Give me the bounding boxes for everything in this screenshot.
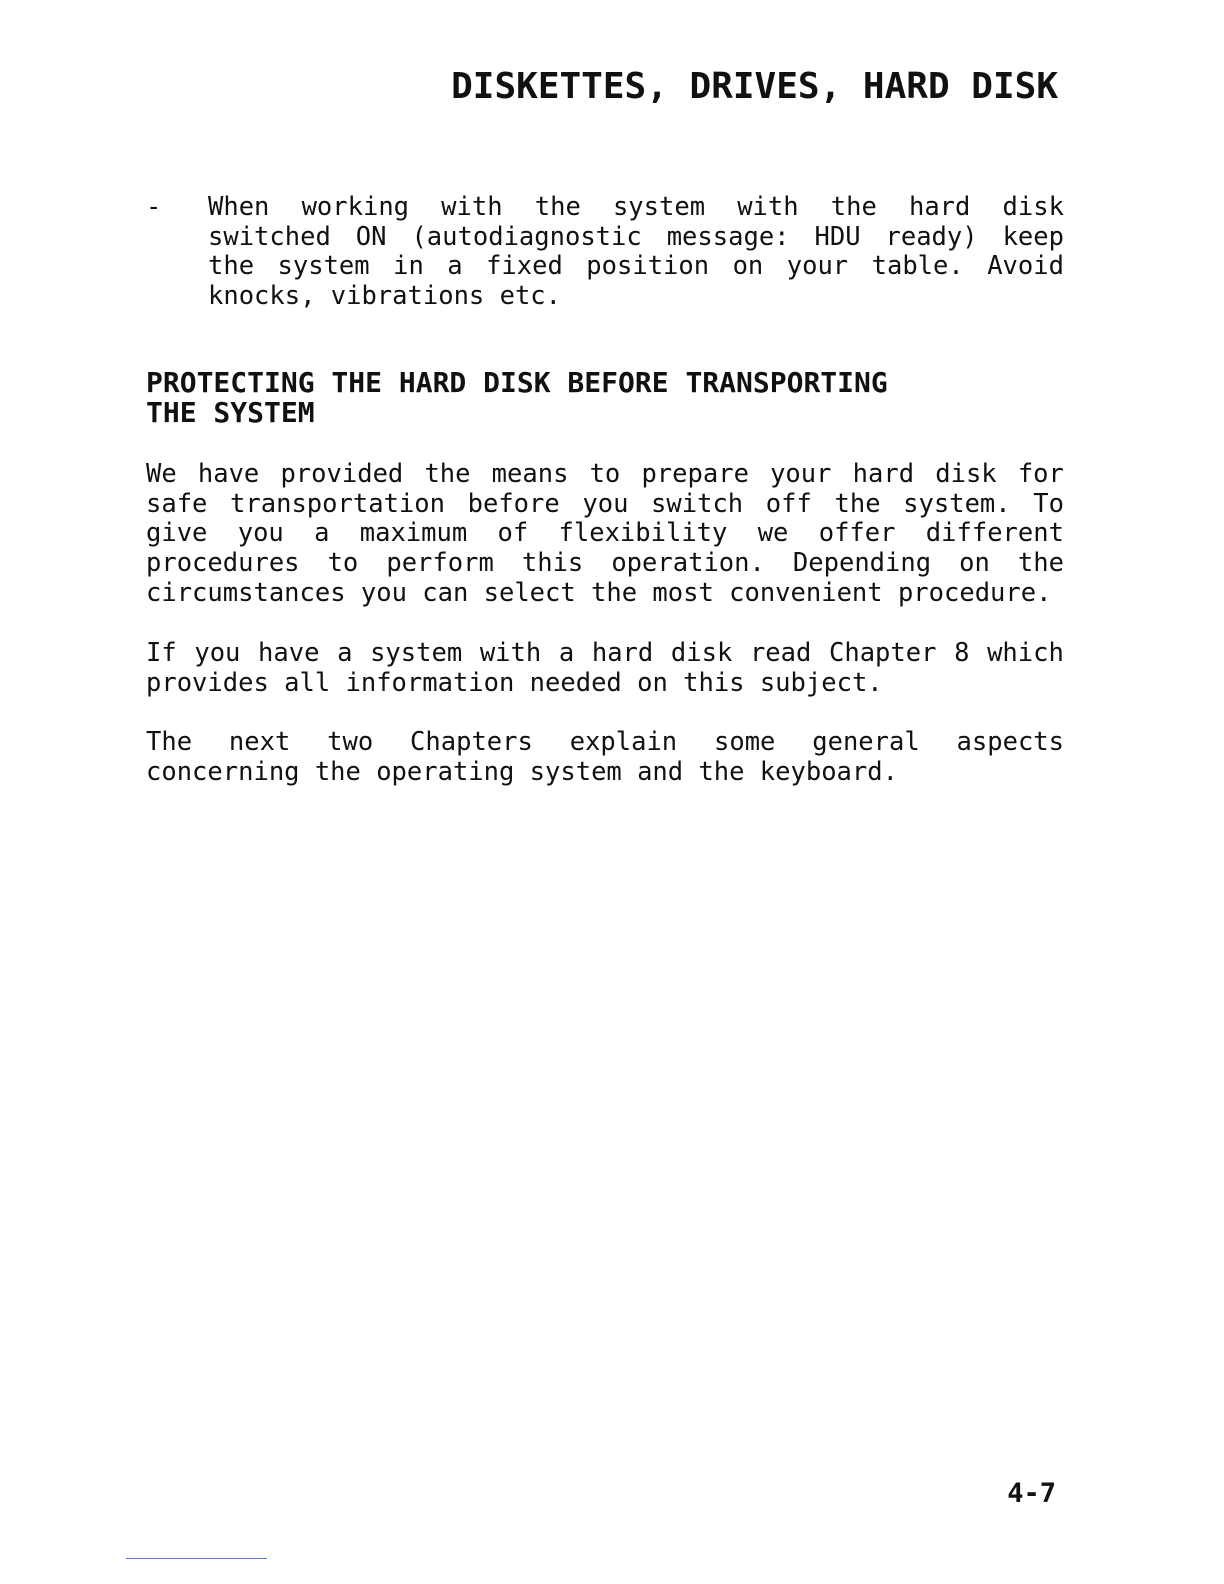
word: Avoid bbox=[987, 251, 1064, 282]
word: this bbox=[683, 667, 745, 698]
paragraph-hard-disk bbox=[146, 639, 1064, 698]
word: select bbox=[483, 577, 576, 608]
word: The bbox=[146, 727, 193, 757]
word: table. bbox=[871, 251, 964, 282]
word: provided bbox=[280, 459, 404, 489]
paragraph-next-chapters bbox=[146, 728, 1064, 787]
paragraph-transport bbox=[146, 460, 1064, 609]
word: the bbox=[698, 756, 745, 787]
word: keyboard. bbox=[759, 756, 898, 787]
word: your bbox=[786, 251, 849, 282]
word: on bbox=[637, 667, 668, 698]
word: convenient bbox=[729, 577, 883, 608]
word: fixed bbox=[486, 251, 563, 282]
word: information bbox=[345, 667, 515, 698]
word: can bbox=[422, 577, 469, 608]
word: the bbox=[591, 577, 638, 608]
word: flexibility bbox=[558, 518, 728, 549]
word: the bbox=[208, 251, 255, 282]
word: vibrations bbox=[330, 281, 485, 312]
word: position bbox=[586, 251, 710, 282]
word: which bbox=[987, 638, 1064, 668]
word: operating bbox=[376, 756, 515, 787]
word: aspects bbox=[956, 727, 1064, 757]
word: off bbox=[765, 488, 812, 519]
text-line bbox=[146, 549, 1064, 579]
word: procedures bbox=[146, 548, 300, 579]
word: in bbox=[393, 251, 424, 282]
word: hard bbox=[852, 459, 915, 489]
word: offer bbox=[818, 518, 896, 549]
bullet-text bbox=[208, 193, 1064, 312]
word: Depending bbox=[792, 548, 932, 579]
word: system bbox=[612, 192, 706, 222]
word: We bbox=[146, 459, 177, 489]
word: to bbox=[589, 459, 621, 489]
word: we bbox=[757, 518, 789, 549]
word: Chapter bbox=[828, 638, 937, 668]
word: the bbox=[834, 488, 881, 519]
word: (autodiagnostic bbox=[411, 221, 642, 252]
word: procedure. bbox=[897, 577, 1052, 608]
word: the bbox=[830, 192, 877, 222]
scan-edge-line bbox=[126, 1558, 267, 1559]
word: safe bbox=[146, 488, 208, 519]
text-line bbox=[146, 639, 1064, 669]
word: have bbox=[258, 638, 320, 668]
word: some bbox=[713, 727, 776, 757]
word: Chapters bbox=[410, 727, 533, 757]
word: and bbox=[637, 756, 684, 787]
word: When bbox=[208, 192, 270, 222]
text-line bbox=[208, 223, 1064, 253]
word: give bbox=[146, 518, 208, 549]
word: keep bbox=[1002, 221, 1064, 252]
word: system. bbox=[903, 488, 1011, 519]
word: operation. bbox=[611, 548, 765, 579]
word: knocks, bbox=[208, 281, 316, 312]
word: a bbox=[447, 251, 463, 282]
word: a bbox=[558, 638, 575, 668]
word: general bbox=[812, 727, 920, 757]
text-line bbox=[146, 579, 1064, 609]
word: before bbox=[467, 488, 560, 519]
word: most bbox=[652, 577, 714, 608]
word: transportation bbox=[230, 488, 445, 519]
section-heading bbox=[146, 368, 1046, 428]
word: you bbox=[360, 577, 407, 608]
word: HDU bbox=[814, 221, 861, 252]
word: circumstances bbox=[146, 577, 346, 608]
word: hard bbox=[908, 192, 971, 222]
word: disk bbox=[1002, 192, 1064, 222]
section-heading-line-1: PROTECTING THE HARD DISK BEFORE TRANSPORTING bbox=[146, 366, 888, 399]
text-line bbox=[146, 519, 1064, 549]
word: message: bbox=[666, 221, 790, 252]
word: ready) bbox=[885, 221, 978, 252]
text-line bbox=[146, 758, 1064, 788]
word: two bbox=[327, 727, 374, 757]
word: you bbox=[237, 518, 284, 549]
page-header-title: DISKETTES, DRIVES, HARD DISK bbox=[451, 66, 1058, 107]
word: different bbox=[925, 518, 1064, 549]
word: switch bbox=[651, 488, 744, 519]
word: the bbox=[534, 192, 581, 222]
word: a bbox=[337, 638, 353, 668]
word: all bbox=[284, 667, 331, 698]
bullet-dash: - bbox=[146, 192, 162, 222]
word: with bbox=[737, 192, 799, 222]
word: this bbox=[521, 548, 584, 579]
word: on bbox=[732, 251, 764, 282]
word: explain bbox=[569, 727, 678, 757]
text-line bbox=[146, 728, 1064, 758]
word: prepare bbox=[641, 459, 749, 489]
word: system bbox=[277, 251, 370, 282]
word: you bbox=[582, 488, 629, 519]
text-line bbox=[146, 460, 1064, 490]
word: the bbox=[1017, 548, 1064, 579]
word: of bbox=[497, 518, 529, 549]
word: To bbox=[1033, 488, 1064, 519]
word: with bbox=[479, 638, 542, 668]
word: on bbox=[959, 548, 990, 579]
word: next bbox=[228, 727, 291, 757]
text-line bbox=[208, 193, 1064, 223]
word: your bbox=[770, 459, 832, 489]
text-line bbox=[146, 490, 1064, 520]
word: with bbox=[441, 192, 503, 222]
section-heading-line-2: THE SYSTEM bbox=[146, 396, 315, 429]
word: the bbox=[424, 459, 471, 489]
word: 8 bbox=[954, 638, 970, 668]
word: to bbox=[327, 548, 359, 579]
word: system bbox=[529, 756, 622, 787]
word: means bbox=[491, 459, 569, 489]
word: have bbox=[197, 459, 260, 489]
word: hard bbox=[591, 638, 654, 668]
text-line bbox=[208, 282, 1064, 312]
word: ON bbox=[355, 221, 387, 252]
word: perform bbox=[386, 548, 494, 579]
text-line bbox=[146, 669, 1064, 699]
word: working bbox=[301, 192, 410, 222]
word: system bbox=[370, 638, 463, 668]
word: disk bbox=[670, 638, 733, 668]
word: you bbox=[194, 638, 241, 668]
word: needed bbox=[529, 667, 622, 698]
word: a bbox=[314, 518, 330, 549]
word: etc. bbox=[499, 281, 562, 312]
word: for bbox=[1017, 459, 1064, 489]
word: provides bbox=[146, 667, 269, 698]
word: concerning bbox=[146, 756, 300, 787]
word: If bbox=[146, 638, 177, 668]
word: maximum bbox=[359, 518, 468, 549]
text-line bbox=[208, 252, 1064, 282]
word: switched bbox=[208, 221, 331, 252]
word: read bbox=[749, 638, 812, 668]
page-number: 4-7 bbox=[1007, 1478, 1056, 1509]
word: disk bbox=[935, 459, 997, 489]
word: the bbox=[314, 756, 361, 787]
word: subject. bbox=[759, 667, 883, 698]
